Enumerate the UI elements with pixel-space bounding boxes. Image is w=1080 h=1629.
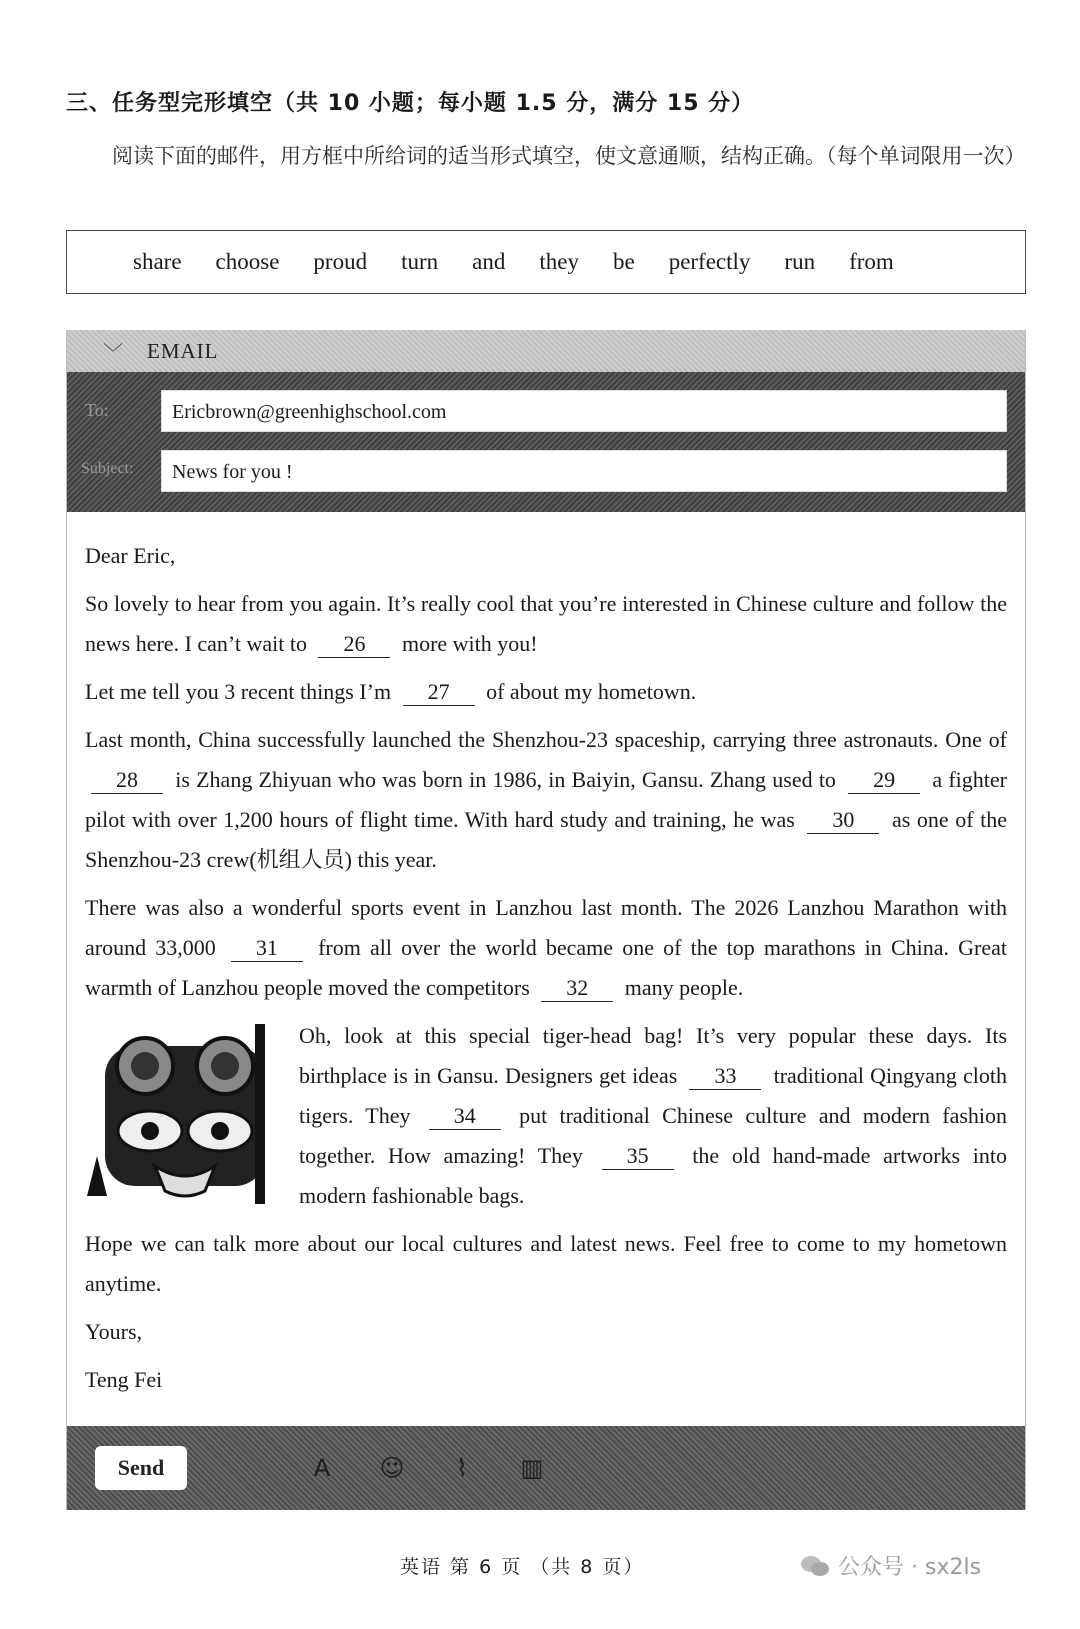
tiger-section	[85, 1016, 1007, 1216]
text: a fighter pilot with over 1,200 hours of flight time. With hard study and training, he was	[85, 767, 1007, 832]
instruction-text: 阅读下面的邮件，用方框中所给词的适当形式填空，使文意通顺，结构正确。（每个单词限用一次）	[112, 144, 1026, 168]
paragraph	[85, 672, 1007, 712]
blank-32[interactable]: 32	[541, 975, 613, 1002]
text: Let me tell you 3 recent things I’m	[85, 679, 392, 704]
text: traditional Qingyang cloth tigers. They	[299, 1063, 1008, 1128]
subject-field[interactable]: News for you !	[161, 450, 1007, 492]
email-label: EMAIL	[147, 338, 219, 363]
word-bank-item: from	[849, 249, 894, 274]
word-bank-item: and	[472, 249, 506, 274]
section-title: 三、任务型完形填空（共 10 小题；每小题 1.5 分，满分 15 分）	[66, 91, 755, 116]
email-header	[67, 330, 1025, 372]
text: Last month, China successfully launched the Shenzhou-23 spaceship, carrying three astronauts. One of	[85, 727, 1007, 752]
blank-26[interactable]: 26	[318, 631, 390, 658]
text: put traditional Chinese culture and modern fashion together. How amazing! They	[299, 1103, 1008, 1168]
text: is Zhang Zhiyuan who was born in 1986, in Baiyin, Gansu. Zhang used to	[175, 767, 836, 792]
wechat-icon	[800, 1554, 830, 1578]
paragraph	[85, 888, 1007, 1008]
email-body	[67, 512, 1025, 1400]
watermark-text: 公众号 · sx2ls	[838, 1555, 982, 1580]
text: So lovely to hear from you again. It’s really cool that you’re interested in Chinese culture and follow the news here. I can’t wait to	[85, 591, 1007, 656]
chevron-down-icon[interactable]: ﹀	[103, 340, 123, 365]
text: from all over the world became one of the top marathons in China. Great warmth of Lanzhou people moved the competitors	[85, 935, 1008, 1000]
email-fields	[67, 372, 1025, 512]
greeting: Dear Eric,	[85, 543, 176, 568]
paragraph	[299, 1016, 1007, 1216]
word-bank-item: they	[539, 249, 579, 274]
page-footer: 英语 第 6 页 （共 8 页）	[400, 1556, 645, 1578]
email-window	[66, 330, 1026, 1510]
word-bank-item: be	[612, 249, 635, 274]
blank-30[interactable]: 30	[807, 807, 879, 834]
text: more with you!	[401, 631, 538, 656]
blank-28[interactable]: 28	[91, 767, 163, 794]
paragraph	[85, 720, 1007, 880]
paragraph: Hope we can talk more about our local cultures and latest news. Feel free to come to my hometown anytime.	[85, 1231, 1007, 1296]
word-bank-item: share	[133, 249, 182, 274]
word-bank-item: proud	[313, 249, 368, 274]
word-bank-item: perfectly	[668, 249, 751, 274]
word-bank-item: run	[784, 249, 816, 274]
signature: Teng Fei	[85, 1367, 163, 1392]
blank-34[interactable]: 34	[429, 1103, 501, 1130]
tiger-head-bag-image	[85, 1016, 285, 1216]
send-button[interactable]: Send	[95, 1446, 187, 1490]
blank-27[interactable]: 27	[403, 679, 475, 706]
blank-31[interactable]: 31	[231, 935, 303, 962]
word-bank	[66, 230, 1026, 294]
blank-35[interactable]: 35	[602, 1143, 674, 1170]
text: the old hand-made artworks into modern fashionable bags.	[299, 1143, 1008, 1208]
emoji-icon[interactable]: ☺	[379, 1454, 405, 1482]
word-bank-item: choose	[215, 249, 280, 274]
text: as one of the Shenzhou-23 crew(机组人员) this year.	[85, 807, 1008, 872]
watermark	[800, 1550, 981, 1581]
blank-33[interactable]: 33	[689, 1063, 761, 1090]
attachment-icon[interactable]: ⌇	[456, 1454, 468, 1482]
text: Oh, look at this special tiger-head bag! It’s very popular these days. Its birthplace is in Gansu. Designers get ideas	[299, 1023, 1007, 1088]
to-field[interactable]: Ericbrown@greenhighschool.com	[161, 390, 1007, 432]
trash-icon[interactable]: ▥	[520, 1454, 544, 1482]
to-label: To:	[85, 400, 109, 420]
text: many people.	[624, 975, 744, 1000]
email-toolbar	[67, 1426, 1025, 1510]
subject-label: Subject:	[81, 460, 134, 477]
closing: Yours,	[85, 1319, 143, 1344]
paragraph	[85, 584, 1007, 664]
word-bank-item: turn	[401, 249, 439, 274]
blank-29[interactable]: 29	[848, 767, 920, 794]
text: of about my hometown.	[486, 679, 697, 704]
font-icon[interactable]: A	[313, 1454, 331, 1482]
text: There was also a wonderful sports event in Lanzhou last month. The 2026 Lanzhou Marathon with around 33,000	[85, 895, 1007, 960]
